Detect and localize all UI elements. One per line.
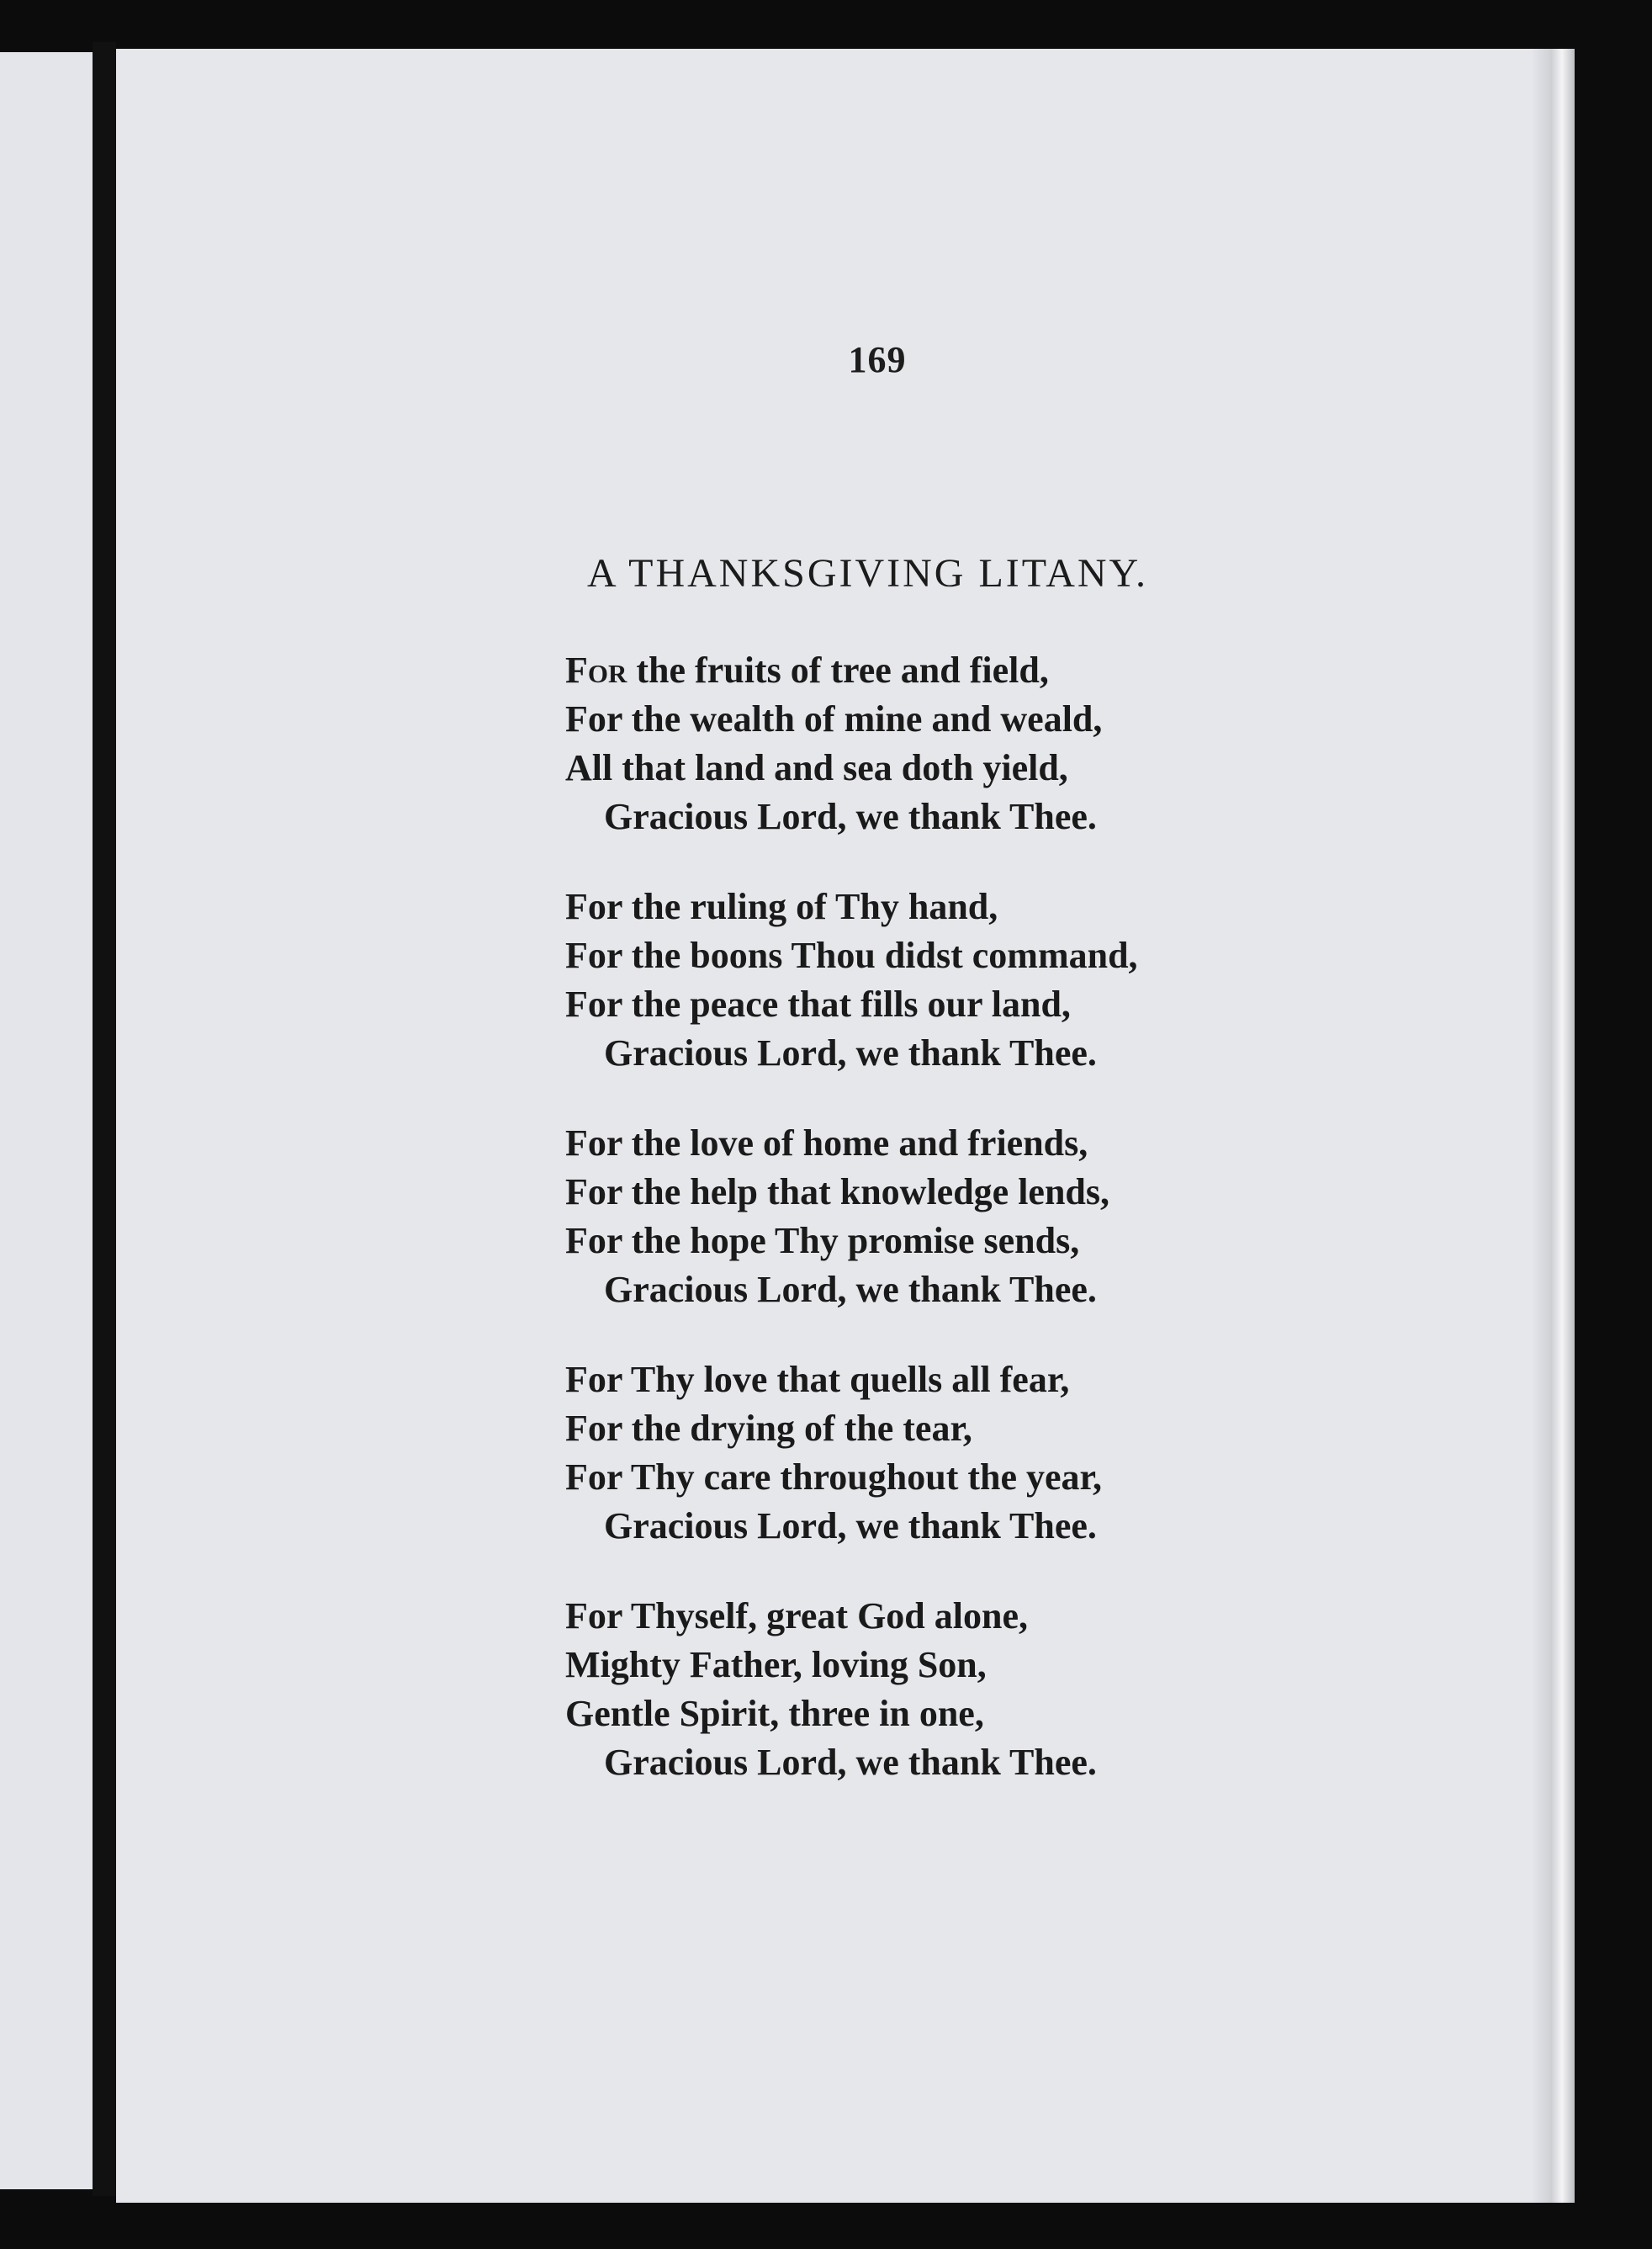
binding-gutter bbox=[93, 42, 116, 2196]
poem-title: A THANKSGIVING LITANY. bbox=[587, 551, 1149, 596]
poem-line: For the wealth of mine and weald, bbox=[565, 698, 1103, 740]
poem-line: For the ruling of Thy hand, bbox=[565, 886, 998, 927]
refrain-line: Gracious Lord, we thank Thee. bbox=[604, 1505, 1097, 1546]
poem-line: For Thyself, great God alone, bbox=[565, 1595, 1028, 1636]
stanza-1 bbox=[565, 646, 1138, 841]
poem-line: Mighty Father, loving Son, bbox=[565, 1644, 987, 1685]
poem-line: For the boons Thou didst command, bbox=[565, 935, 1138, 976]
poem-line: For the peace that fills our land, bbox=[565, 984, 1071, 1025]
poem-line: For the drying of the tear, bbox=[565, 1408, 972, 1449]
poem-line: Gentle Spirit, three in one, bbox=[565, 1693, 984, 1734]
poem-line: All that land and sea doth yield, bbox=[565, 747, 1068, 788]
poem-line: For the love of home and friends, bbox=[565, 1122, 1088, 1164]
poem-line bbox=[565, 646, 1138, 695]
stanza-2 bbox=[565, 883, 1138, 1078]
poem-line: For the hope Thy promise sends, bbox=[565, 1220, 1080, 1261]
refrain-line: Gracious Lord, we thank Thee. bbox=[604, 1032, 1097, 1074]
poem-line: For Thy love that quells all fear, bbox=[565, 1359, 1070, 1400]
refrain-line: Gracious Lord, we thank Thee. bbox=[604, 1269, 1097, 1310]
poem-line: For the help that knowledge lends, bbox=[565, 1171, 1110, 1212]
poem-line: For Thy care throughout the year, bbox=[565, 1456, 1103, 1498]
stanza-4 bbox=[565, 1355, 1138, 1551]
drop-word: For bbox=[565, 650, 627, 691]
facing-page-edge bbox=[0, 52, 93, 2189]
book-page bbox=[116, 49, 1565, 2203]
page-stack-edge bbox=[1533, 49, 1575, 2203]
refrain-line: Gracious Lord, we thank Thee. bbox=[604, 796, 1097, 837]
line-rest: the fruits of tree and field, bbox=[627, 650, 1049, 691]
poem-body bbox=[565, 646, 1138, 1828]
stanza-3 bbox=[565, 1119, 1138, 1314]
page-number: 169 bbox=[848, 339, 907, 380]
stanza-5 bbox=[565, 1592, 1138, 1787]
refrain-line: Gracious Lord, we thank Thee. bbox=[604, 1742, 1097, 1783]
